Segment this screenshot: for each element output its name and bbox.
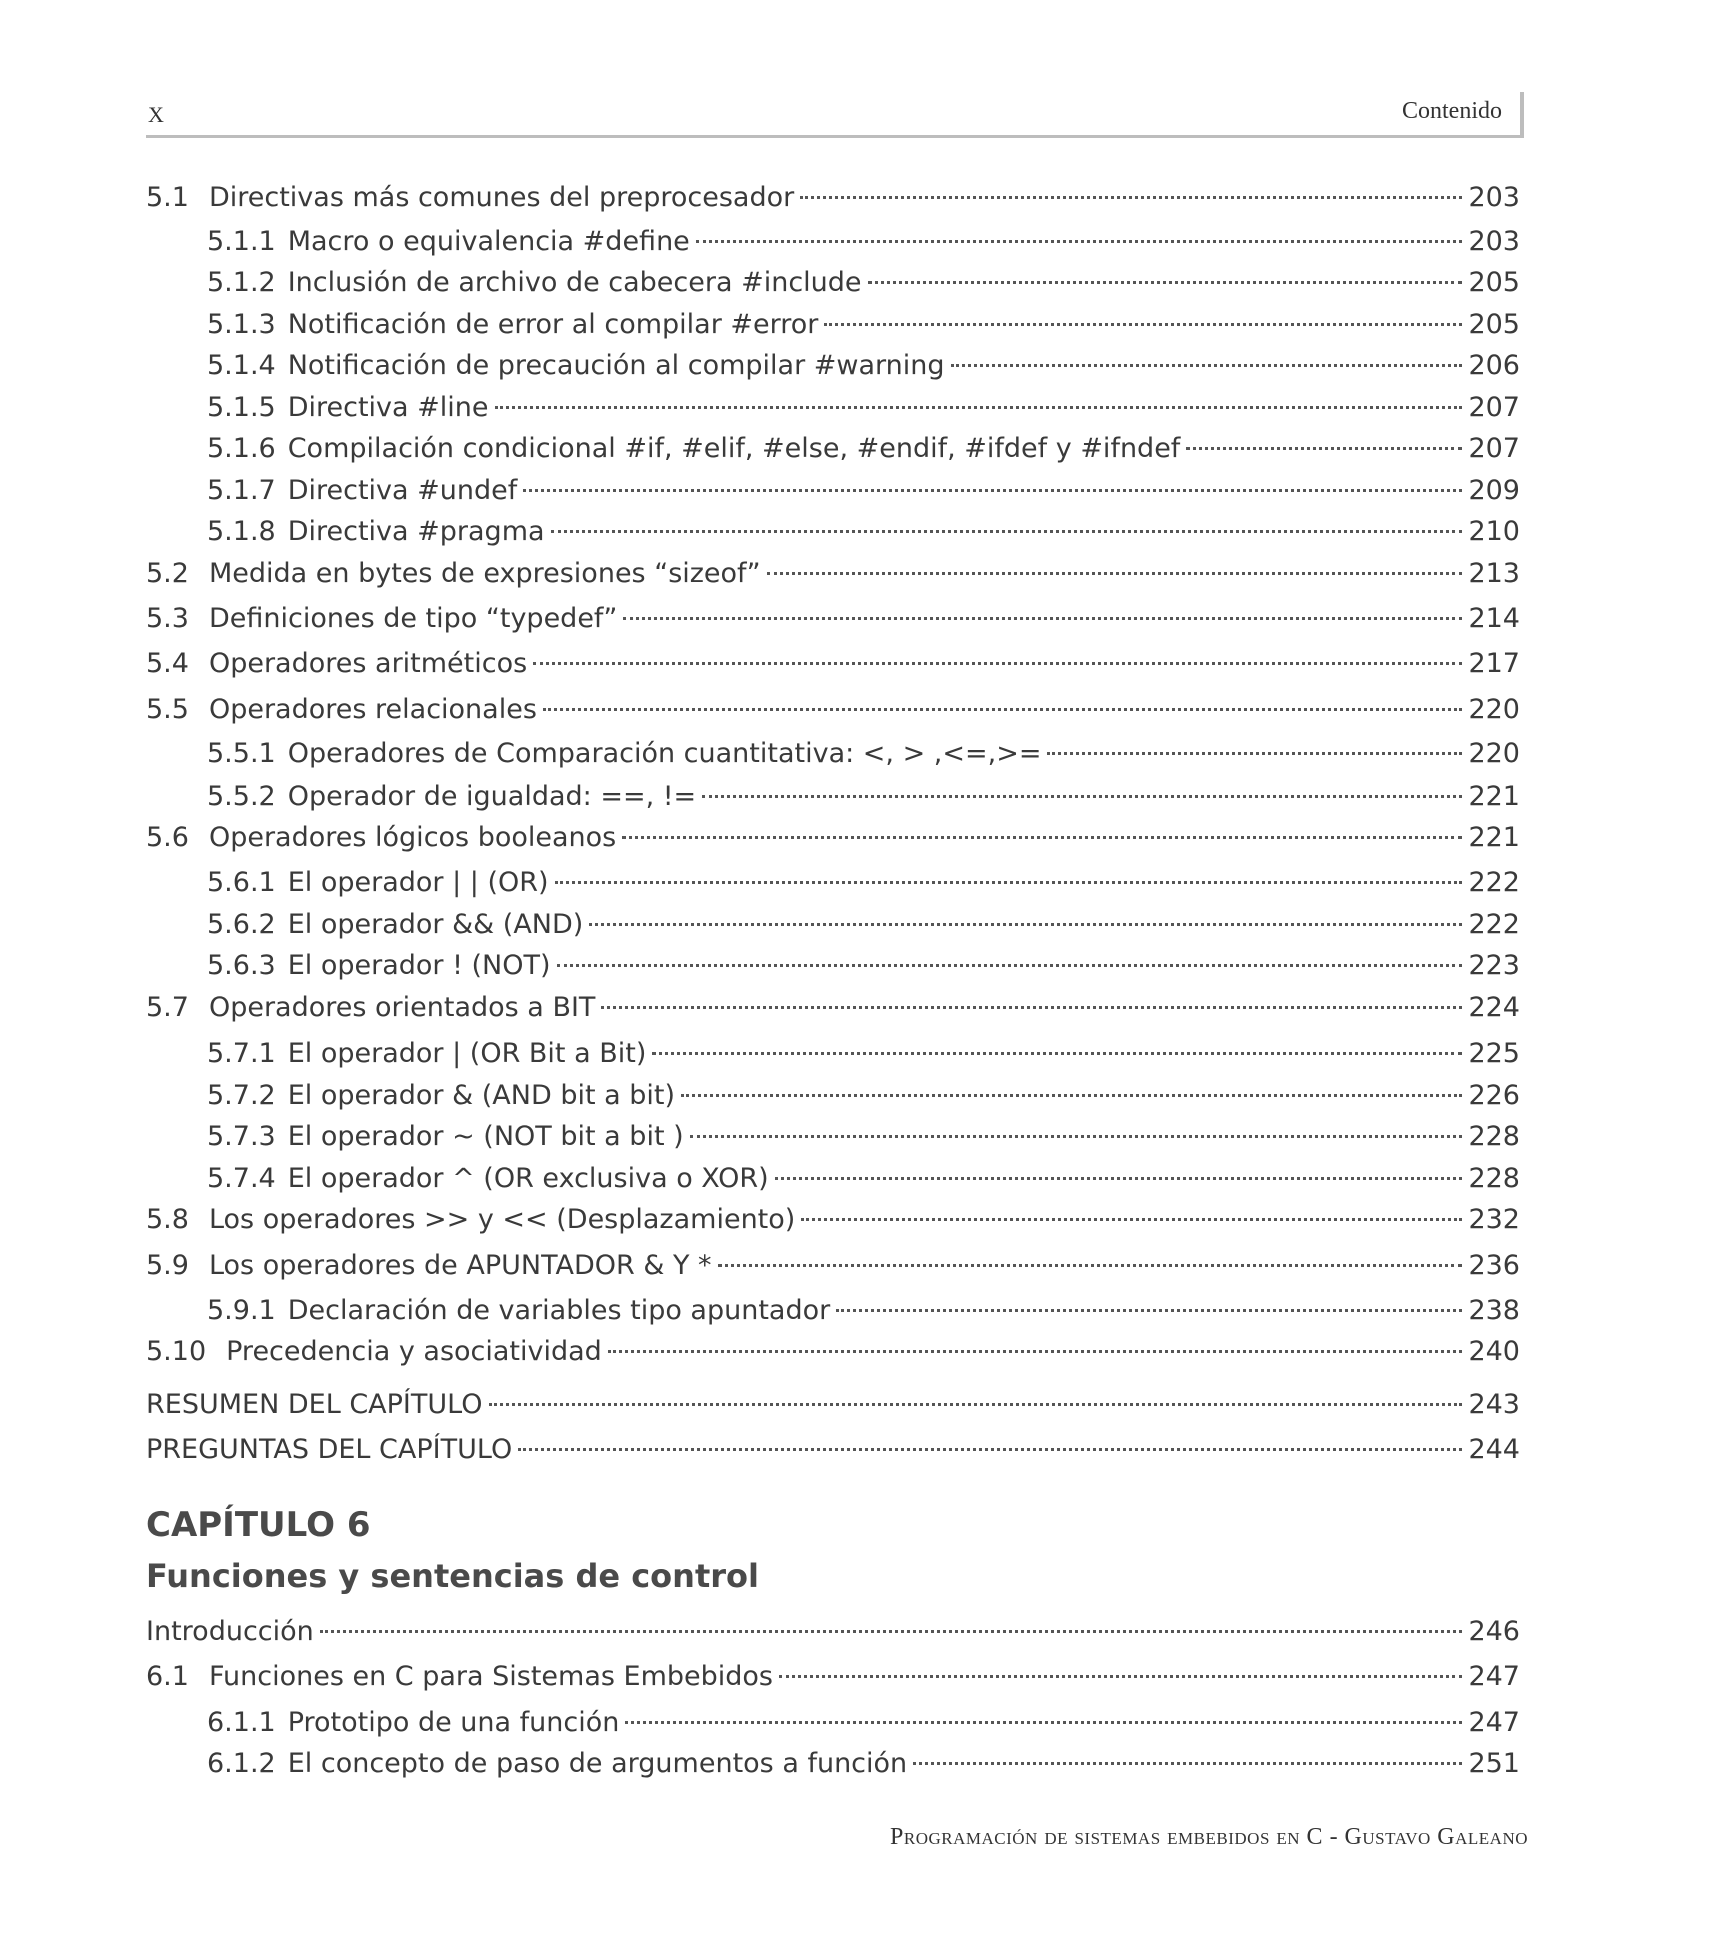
toc-entry-number: 5.1 xyxy=(146,182,189,213)
dot-leader xyxy=(523,489,1462,492)
dot-leader xyxy=(718,1264,1463,1267)
toc-entry-number: 5.4 xyxy=(146,648,189,679)
toc-entry-page: 226 xyxy=(1468,1080,1520,1111)
toc-entry-page: 207 xyxy=(1468,433,1520,464)
toc-entry xyxy=(207,429,1520,469)
toc-entry-number: 6.1 xyxy=(146,1661,189,1692)
toc-entry-page: 224 xyxy=(1468,992,1520,1023)
toc-entry-title: RESUMEN DEL CAPÍTULO xyxy=(146,1389,483,1420)
dot-leader xyxy=(652,1052,1462,1055)
toc-entry xyxy=(207,905,1520,945)
toc-entry-page: 205 xyxy=(1468,267,1520,298)
toc-entry-page: 217 xyxy=(1468,648,1520,679)
toc-entry xyxy=(207,863,1520,903)
toc-entry-number: 5.9.1 xyxy=(207,1295,276,1326)
dot-leader xyxy=(779,1675,1462,1678)
toc-entry-page: 236 xyxy=(1468,1250,1520,1281)
toc-entry-page: 238 xyxy=(1468,1295,1520,1326)
toc-entry xyxy=(146,554,1520,594)
toc-entry xyxy=(207,222,1520,262)
dot-leader xyxy=(623,617,1462,620)
dot-leader xyxy=(589,923,1462,926)
toc-entry-page: 228 xyxy=(1468,1163,1520,1194)
toc-entry xyxy=(207,1117,1520,1157)
toc-entry xyxy=(146,988,1520,1028)
toc-entry-title: El operador && (AND) xyxy=(287,909,584,940)
toc-entry-page: 221 xyxy=(1468,781,1520,812)
toc-entry xyxy=(207,1703,1520,1743)
dot-leader xyxy=(543,708,1463,711)
toc-entry-number: 5.7.3 xyxy=(207,1121,276,1152)
toc-entry xyxy=(207,346,1520,386)
toc-entry-number: 5.6.2 xyxy=(207,909,276,940)
toc-entry-page: 222 xyxy=(1468,867,1520,898)
toc-entry xyxy=(207,1159,1520,1199)
toc-entry-title: Notificación de error al compilar #error xyxy=(287,309,819,340)
toc-entry-title: PREGUNTAS DEL CAPÍTULO xyxy=(146,1434,513,1465)
dot-leader xyxy=(489,1403,1463,1406)
toc-entry xyxy=(207,305,1520,345)
toc-entry-page: 251 xyxy=(1468,1748,1520,1779)
toc-entry xyxy=(146,644,1520,684)
toc-entry xyxy=(207,946,1520,986)
toc-entry-number: 5.2 xyxy=(146,558,189,589)
dot-leader xyxy=(320,1630,1463,1633)
toc-entry-title: Introducción xyxy=(146,1616,314,1647)
section-title: Contenido xyxy=(1402,98,1502,124)
toc-entry xyxy=(207,512,1520,552)
chapter-title: Funciones y sentencias de control xyxy=(146,1557,759,1595)
toc-entry xyxy=(207,1744,1520,1784)
toc-entry xyxy=(207,1034,1520,1074)
toc-entry-page: 203 xyxy=(1468,182,1520,213)
dot-leader xyxy=(696,240,1463,243)
dot-leader xyxy=(767,572,1463,575)
toc-entry-number: 5.9 xyxy=(146,1250,189,1281)
dot-leader xyxy=(533,662,1462,665)
toc-entry-number: 5.7.2 xyxy=(207,1080,276,1111)
toc-entry xyxy=(207,471,1520,511)
toc-entry-page: 207 xyxy=(1468,392,1520,423)
toc-entry-title: Directiva #pragma xyxy=(287,516,545,547)
toc-entry-page: 213 xyxy=(1468,558,1520,589)
dot-leader xyxy=(836,1309,1462,1312)
toc-entry xyxy=(146,178,1520,218)
toc-entry-title: El operador | | (OR) xyxy=(287,867,549,898)
toc-entry-page: 232 xyxy=(1468,1204,1520,1235)
toc-entry-title: El operador ! (NOT) xyxy=(287,950,551,981)
toc-entry xyxy=(207,1076,1520,1116)
dot-leader xyxy=(951,364,1463,367)
dot-leader xyxy=(601,1006,1462,1009)
toc-entry xyxy=(146,690,1520,730)
toc-entry-title: Directiva #undef xyxy=(287,475,518,506)
toc-entry-number: 5.1.8 xyxy=(207,516,276,547)
toc-entry-page: 240 xyxy=(1468,1336,1520,1367)
book-footer: Programación de sistemas embebidos en C - Gustavo Galeano xyxy=(890,1824,1528,1850)
dot-leader xyxy=(681,1094,1462,1097)
toc-entry-number: 5.1.1 xyxy=(207,226,276,257)
toc-entry xyxy=(146,599,1520,639)
toc-entry xyxy=(146,1385,1520,1425)
dot-leader xyxy=(801,1218,1462,1221)
toc-entry-page: 210 xyxy=(1468,516,1520,547)
toc-entry-title: Declaración de variables tipo apuntador xyxy=(287,1295,831,1326)
toc-entry-number: 5.1.3 xyxy=(207,309,276,340)
toc-entry-page: 221 xyxy=(1468,822,1520,853)
toc-entry-title: Operadores de Comparación cuantitativa: <, > ,<=,>= xyxy=(287,738,1042,769)
toc-entry-title: Compilación condicional #if, #elif, #else, #endif, #ifdef y #ifndef xyxy=(287,433,1181,464)
toc-entry-page: 247 xyxy=(1468,1661,1520,1692)
toc-entry-title: Precedencia y asociatividad xyxy=(226,1336,602,1367)
toc-entry-number: 5.7.4 xyxy=(207,1163,276,1194)
toc-entry-page: 244 xyxy=(1468,1434,1520,1465)
toc-entry-number: 5.6 xyxy=(146,822,189,853)
toc-entry-title: El operador ~ (NOT bit a bit ) xyxy=(287,1121,684,1152)
toc-entry xyxy=(207,777,1520,817)
dot-leader xyxy=(518,1448,1462,1451)
toc-entry xyxy=(146,1430,1520,1470)
toc-entry-number: 5.7 xyxy=(146,992,189,1023)
toc-entry-number: 5.1.4 xyxy=(207,350,276,381)
dot-leader xyxy=(608,1350,1463,1353)
toc-entry-title: Notificación de precaución al compilar #warning xyxy=(287,350,945,381)
dot-leader xyxy=(800,196,1462,199)
toc-entry-page: 247 xyxy=(1468,1707,1520,1738)
toc-entry-page: 222 xyxy=(1468,909,1520,940)
dot-leader xyxy=(625,1721,1462,1724)
toc-entry-page: 225 xyxy=(1468,1038,1520,1069)
toc-entry-page: 246 xyxy=(1468,1616,1520,1647)
dot-leader xyxy=(557,964,1463,967)
dot-leader xyxy=(690,1135,1463,1138)
toc-entry xyxy=(146,1612,1520,1652)
toc-entry xyxy=(207,388,1520,428)
toc-entry-title: Directivas más comunes del preprocesador xyxy=(208,182,795,213)
toc-entry-title: Operadores relacionales xyxy=(208,694,537,725)
toc-entry-title: Macro o equivalencia #define xyxy=(287,226,690,257)
toc-entry-number: 5.1.5 xyxy=(207,392,276,423)
dot-leader xyxy=(702,795,1462,798)
toc-entry-title: Medida en bytes de expresiones “sizeof” xyxy=(208,558,761,589)
toc-entry xyxy=(146,1246,1520,1286)
toc-entry-page: 220 xyxy=(1468,694,1520,725)
dot-leader xyxy=(622,836,1462,839)
toc-entry-number: 5.10 xyxy=(146,1336,207,1367)
dot-leader xyxy=(551,530,1463,533)
toc-entry-number: 5.1.7 xyxy=(207,475,276,506)
toc-entry-number: 5.5.1 xyxy=(207,738,276,769)
toc-entry xyxy=(146,818,1520,858)
toc-entry-title: Operadores lógicos booleanos xyxy=(208,822,617,853)
toc-entry-title: Inclusión de archivo de cabecera #include xyxy=(287,267,862,298)
toc-entry-title: Funciones en C para Sistemas Embebidos xyxy=(208,1661,773,1692)
toc-entry-number: 5.5 xyxy=(146,694,189,725)
dot-leader xyxy=(555,881,1463,884)
toc-entry-page: 220 xyxy=(1468,738,1520,769)
toc-entry-number: 5.6.3 xyxy=(207,950,276,981)
toc-entry xyxy=(207,263,1520,303)
toc-entry-number: 6.1.1 xyxy=(207,1707,276,1738)
dot-leader xyxy=(1186,447,1462,450)
chapter-label: CAPÍTULO 6 xyxy=(146,1505,371,1545)
toc-entry xyxy=(207,734,1520,774)
dot-leader xyxy=(913,1762,1462,1765)
toc-entry-page: 214 xyxy=(1468,603,1520,634)
toc-entry-title: Definiciones de tipo “typedef” xyxy=(208,603,618,634)
toc-entry-title: Prototipo de una función xyxy=(287,1707,620,1738)
toc-entry-number: 5.6.1 xyxy=(207,867,276,898)
toc-entry-title: El operador | (OR Bit a Bit) xyxy=(287,1038,647,1069)
dot-leader xyxy=(495,406,1463,409)
toc-entry xyxy=(207,1291,1520,1331)
toc-entry-title: Directiva #line xyxy=(287,392,489,423)
dot-leader xyxy=(1047,752,1462,755)
toc-entry-title: Operadores orientados a BIT xyxy=(208,992,596,1023)
toc-entry-title: El operador ^ (OR exclusiva o XOR) xyxy=(287,1163,769,1194)
toc-entry xyxy=(146,1200,1520,1240)
page-header xyxy=(146,92,1524,138)
dot-leader xyxy=(775,1177,1463,1180)
toc-entry-number: 5.3 xyxy=(146,603,189,634)
toc-entry-number: 5.5.2 xyxy=(207,781,276,812)
toc-entry-title: Operador de igualdad: ==, != xyxy=(287,781,697,812)
toc-entry-title: El operador & (AND bit a bit) xyxy=(287,1080,676,1111)
toc-entry-page: 205 xyxy=(1468,309,1520,340)
toc-entry-number: 5.1.2 xyxy=(207,267,276,298)
toc-entry-number: 6.1.2 xyxy=(207,1748,276,1779)
page-number: X xyxy=(148,102,164,127)
toc-entry-page: 243 xyxy=(1468,1389,1520,1420)
toc-entry xyxy=(146,1332,1520,1372)
toc-entry-page: 203 xyxy=(1468,226,1520,257)
toc-entry-page: 223 xyxy=(1468,950,1520,981)
dot-leader xyxy=(868,281,1463,284)
toc-entry-number: 5.1.6 xyxy=(207,433,276,464)
toc-entry-page: 209 xyxy=(1468,475,1520,506)
toc-entry xyxy=(146,1657,1520,1697)
toc-entry-title: Los operadores de APUNTADOR & Y * xyxy=(208,1250,712,1281)
toc-entry-number: 5.7.1 xyxy=(207,1038,276,1069)
toc-entry-number: 5.8 xyxy=(146,1204,189,1235)
toc-entry-page: 228 xyxy=(1468,1121,1520,1152)
dot-leader xyxy=(824,323,1462,326)
toc-entry-page: 206 xyxy=(1468,350,1520,381)
toc-entry-title: Operadores aritméticos xyxy=(208,648,528,679)
toc-entry-title: El concepto de paso de argumentos a función xyxy=(287,1748,908,1779)
toc-entry-title: Los operadores >> y << (Desplazamiento) xyxy=(208,1204,796,1235)
